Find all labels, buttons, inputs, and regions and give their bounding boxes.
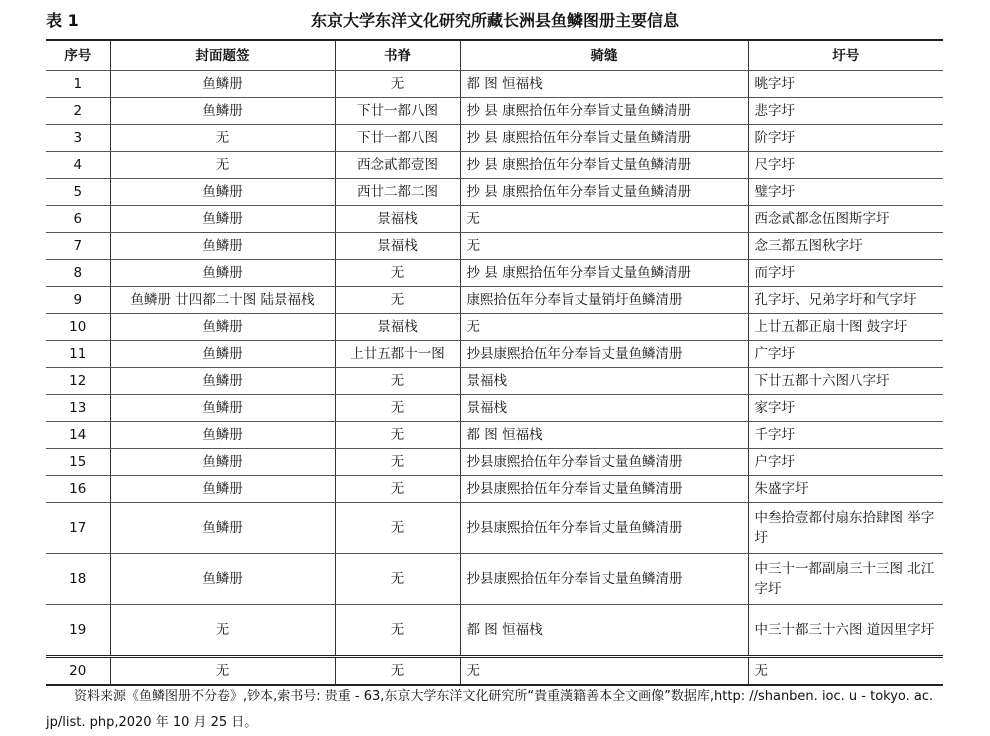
- seam-cell: 抄 县 康熙拾伍年分奉旨丈量鱼鳞清册: [460, 125, 748, 152]
- cover-title-cell: 鱼鳞册: [110, 395, 335, 422]
- source-note: 资料来源《鱼鳞图册不分卷》,钞本,索书号: 贵重 - 63,东京大学东洋文化研究所“貴重漢籍善本全文画像”数据库,http: //shanben. ioc. u - tokyo. ac. jp/list. php,2020 年 10 月 25 日。: [46, 689, 934, 730]
- spine-cell: 无: [335, 422, 460, 449]
- header-spine: 书脊: [335, 40, 460, 71]
- cover-title-cell: 鱼鳞册: [110, 554, 335, 605]
- row-index-cell: 6: [46, 206, 110, 233]
- spine-cell: 无: [335, 554, 460, 605]
- seam-cell: 都 图 恒福栈: [460, 71, 748, 98]
- spine-cell: 景福栈: [335, 206, 460, 233]
- polder-no-cell: 璧字圩: [748, 179, 943, 206]
- table-row: [46, 341, 943, 368]
- cover-title-cell: 鱼鳞册: [110, 476, 335, 503]
- table-row: [46, 152, 943, 179]
- row-index-cell: 17: [46, 503, 110, 554]
- header-seam: 骑缝: [460, 40, 748, 71]
- spine-cell: 无: [335, 476, 460, 503]
- seam-cell: 抄县康熙拾伍年分奉旨丈量鱼鳞清册: [460, 554, 748, 605]
- seam-cell: 抄县康熙拾伍年分奉旨丈量鱼鳞清册: [460, 503, 748, 554]
- table-row: [46, 657, 943, 686]
- seam-cell: 抄 县 康熙拾伍年分奉旨丈量鱼鳞清册: [460, 179, 748, 206]
- row-index-cell: 9: [46, 287, 110, 314]
- row-index-cell: 4: [46, 152, 110, 179]
- header-polder-no: 圩号: [748, 40, 943, 71]
- row-index-cell: 19: [46, 605, 110, 657]
- spine-cell: 无: [335, 395, 460, 422]
- header-row: [46, 40, 943, 71]
- cover-title-cell: 无: [110, 125, 335, 152]
- table-row: [46, 503, 943, 554]
- polder-no-cell: 中叁拾壹都付扇东拾肆图 举字圩: [748, 503, 943, 554]
- table-row: [46, 476, 943, 503]
- seam-cell: 无: [460, 314, 748, 341]
- seam-cell: 无: [460, 657, 748, 686]
- polder-no-cell: 户字圩: [748, 449, 943, 476]
- cover-title-cell: 鱼鳞册 廿四都二十图 陆景福栈: [110, 287, 335, 314]
- polder-no-cell: 朱盛字圩: [748, 476, 943, 503]
- table-title: 东京大学东洋文化研究所藏长洲县鱼鳞图册主要信息: [310, 11, 679, 30]
- row-index-cell: 20: [46, 657, 110, 686]
- table-row: [46, 605, 943, 657]
- seam-cell: 抄 县 康熙拾伍年分奉旨丈量鱼鳞清册: [460, 260, 748, 287]
- seam-cell: 无: [460, 233, 748, 260]
- table-row: [46, 125, 943, 152]
- seam-cell: 都 图 恒福栈: [460, 422, 748, 449]
- seam-cell: 康熙拾伍年分奉旨丈量销圩鱼鳞清册: [460, 287, 748, 314]
- spine-cell: 上廿五都十一图: [335, 341, 460, 368]
- table-row: [46, 98, 943, 125]
- cover-title-cell: 鱼鳞册: [110, 98, 335, 125]
- polder-no-cell: 家字圩: [748, 395, 943, 422]
- table-row: [46, 287, 943, 314]
- cover-title-cell: 鱼鳞册: [110, 422, 335, 449]
- row-index-cell: 3: [46, 125, 110, 152]
- table-row: [46, 233, 943, 260]
- row-index-cell: 11: [46, 341, 110, 368]
- table-row: [46, 71, 943, 98]
- table-row: [46, 260, 943, 287]
- seam-cell: 无: [460, 206, 748, 233]
- polder-no-cell: 中三十一都副扇三十三图 北江字圩: [748, 554, 943, 605]
- spine-cell: 景福栈: [335, 233, 460, 260]
- spine-cell: 无: [335, 503, 460, 554]
- cover-title-cell: 鱼鳞册: [110, 503, 335, 554]
- seam-cell: 抄 县 康熙拾伍年分奉旨丈量鱼鳞清册: [460, 152, 748, 179]
- spine-cell: 下廿一都八图: [335, 98, 460, 125]
- table-row: [46, 368, 943, 395]
- spine-cell: 无: [335, 605, 460, 657]
- polder-no-cell: 而字圩: [748, 260, 943, 287]
- row-index-cell: 8: [46, 260, 110, 287]
- spine-cell: 景福栈: [335, 314, 460, 341]
- polder-no-cell: 西念貳都念伍图斯字圩: [748, 206, 943, 233]
- table-row: [46, 179, 943, 206]
- polder-no-cell: 晀字圩: [748, 71, 943, 98]
- seam-cell: 抄县康熙拾伍年分奉旨丈量鱼鳞清册: [460, 341, 748, 368]
- spine-cell: 无: [335, 449, 460, 476]
- row-index-cell: 1: [46, 71, 110, 98]
- table-row: [46, 449, 943, 476]
- spine-cell: 无: [335, 368, 460, 395]
- polder-no-cell: 千字圩: [748, 422, 943, 449]
- polder-no-cell: 悲字圩: [748, 98, 943, 125]
- cover-title-cell: 无: [110, 605, 335, 657]
- cover-title-cell: 鱼鳞册: [110, 260, 335, 287]
- polder-no-cell: 广字圩: [748, 341, 943, 368]
- polder-no-cell: 念三都五图秋字圩: [748, 233, 943, 260]
- row-index-cell: 13: [46, 395, 110, 422]
- seam-cell: 都 图 恒福栈: [460, 605, 748, 657]
- row-index-cell: 18: [46, 554, 110, 605]
- table-row: [46, 554, 943, 605]
- cover-title-cell: 鱼鳞册: [110, 206, 335, 233]
- seam-cell: 景福栈: [460, 395, 748, 422]
- cover-title-cell: 无: [110, 152, 335, 179]
- cover-title-cell: 鱼鳞册: [110, 179, 335, 206]
- table-label: 表 1: [46, 11, 79, 30]
- spine-cell: 西念貳都壹图: [335, 152, 460, 179]
- spine-cell: 下廿一都八图: [335, 125, 460, 152]
- cover-title-cell: 鱼鳞册: [110, 341, 335, 368]
- seam-cell: 抄县康熙拾伍年分奉旨丈量鱼鳞清册: [460, 449, 748, 476]
- spine-cell: 无: [335, 657, 460, 686]
- polder-no-cell: 无: [748, 657, 943, 686]
- polder-no-cell: 孔字圩、兄弟字圩和气字圩: [748, 287, 943, 314]
- cover-title-cell: 鱼鳞册: [110, 314, 335, 341]
- row-index-cell: 16: [46, 476, 110, 503]
- cover-title-cell: 鱼鳞册: [110, 71, 335, 98]
- seam-cell: 抄县康熙拾伍年分奉旨丈量鱼鳞清册: [460, 476, 748, 503]
- cover-title-cell: 鱼鳞册: [110, 368, 335, 395]
- polder-no-cell: 中三十都三十六图 道因里字圩: [748, 605, 943, 657]
- info-table: [46, 39, 943, 686]
- cover-title-cell: 鱼鳞册: [110, 233, 335, 260]
- table-row: [46, 422, 943, 449]
- header-index: 序号: [46, 40, 110, 71]
- seam-cell: 景福栈: [460, 368, 748, 395]
- cover-title-cell: 无: [110, 657, 335, 686]
- header-cover-title: 封面题签: [110, 40, 335, 71]
- row-index-cell: 2: [46, 98, 110, 125]
- row-index-cell: 15: [46, 449, 110, 476]
- row-index-cell: 12: [46, 368, 110, 395]
- row-index-cell: 14: [46, 422, 110, 449]
- seam-cell: 抄 县 康熙拾伍年分奉旨丈量鱼鳞清册: [460, 98, 748, 125]
- spine-cell: 无: [335, 260, 460, 287]
- table-row: [46, 395, 943, 422]
- table-row: [46, 206, 943, 233]
- cover-title-cell: 鱼鳞册: [110, 449, 335, 476]
- polder-no-cell: 上廿五都正扇十图 鼓字圩: [748, 314, 943, 341]
- spine-cell: 西廿二都二图: [335, 179, 460, 206]
- polder-no-cell: 尺字圩: [748, 152, 943, 179]
- table-row: [46, 314, 943, 341]
- row-index-cell: 10: [46, 314, 110, 341]
- polder-no-cell: 阶字圩: [748, 125, 943, 152]
- polder-no-cell: 下廿五都十六图八字圩: [748, 368, 943, 395]
- spine-cell: 无: [335, 71, 460, 98]
- row-index-cell: 7: [46, 233, 110, 260]
- spine-cell: 无: [335, 287, 460, 314]
- row-index-cell: 5: [46, 179, 110, 206]
